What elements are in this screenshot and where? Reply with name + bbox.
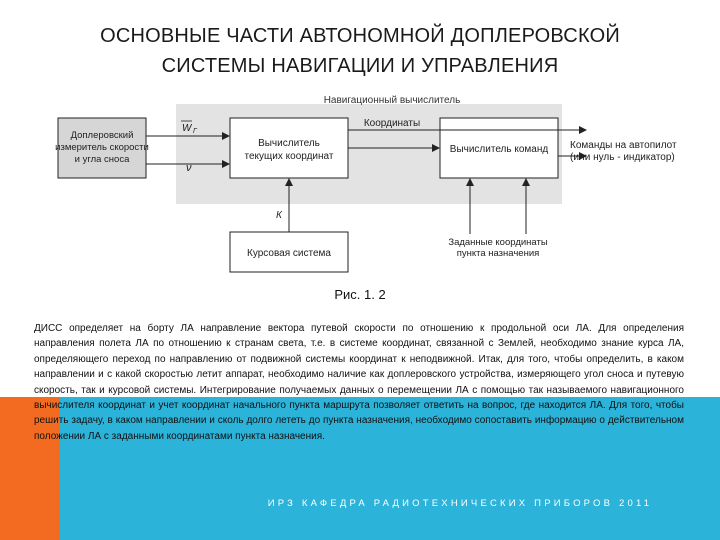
- slide-title-line-2: СИСТЕМЫ НАВИГАЦИИ И УПРАВЛЕНИЯ: [161, 55, 559, 77]
- coord-calc-label-1: Вычислитель: [258, 138, 320, 149]
- doppler-label-3: и угла сноса: [74, 154, 130, 165]
- command-calc-label: Вычислитель команд: [449, 144, 549, 155]
- commands-label-1: Команды на автопилот: [570, 140, 677, 151]
- symbol-w: W: [182, 123, 192, 134]
- slide-title-line-1: ОСНОВНЫЕ ЧАСТИ АВТОНОМНОЙ ДОПЛЕРОВСКОЙ: [100, 25, 620, 47]
- symbol-nu: ν: [186, 162, 192, 174]
- given-coords-label-2: пункта назначения: [456, 248, 540, 259]
- symbol-w-subscript: Г: [193, 128, 197, 135]
- doppler-label-1: Доплеровский: [70, 130, 134, 141]
- body-paragraph: ДИСС определяет на борту ЛА направление вектора путевой скорости по отношению к продольной оси ЛА. Для определения направления полета ЛА по отношению к странам света, т.е. в системе координат, связанной с Землей, необходимо знание курса ЛА, определяющего переход по направлению от подвижной системы координат к неподвижной. Итак, для того, чтобы определить, в каком направлении и с какой скоростью летит аппарат, необходимо наличие как доплеровского устройства, измеряющего угол сноса и путевую скорость, так и курсовой системы. Интегрирование получаемых данных о перемещении ЛА с помощью так называемого навигационного вычислителя координат и учет координат начального пункта маршрута позволяет ответить на вопрос, где находится ЛА. Для того, чтобы решить задачу, в каком направлении и сколь долго лететь до пункта назначения, необходимо сопоставить информацию о действительном положении ЛА с заданными координатами пункта назначения.: [34, 323, 684, 442]
- given-coords-label-1: Заданные координаты: [448, 237, 548, 248]
- symbol-k: К: [276, 210, 282, 221]
- figure-caption: Рис. 1. 2: [334, 287, 386, 302]
- commands-label-2: (или нуль - индикатор): [570, 152, 675, 163]
- coord-calc-label-2: текущих координат: [244, 151, 334, 162]
- footer-text: ИРЗ КАФЕДРА РАДИОТЕХНИЧЕСКИХ ПРИБОРОВ 2011: [267, 498, 653, 509]
- course-system-label: Курсовая система: [247, 248, 331, 259]
- coordinates-label: Координаты: [363, 118, 421, 129]
- nav-computer-label: Навигационный вычислитель: [323, 95, 461, 106]
- doppler-label-2: измеритель скорости: [55, 142, 149, 153]
